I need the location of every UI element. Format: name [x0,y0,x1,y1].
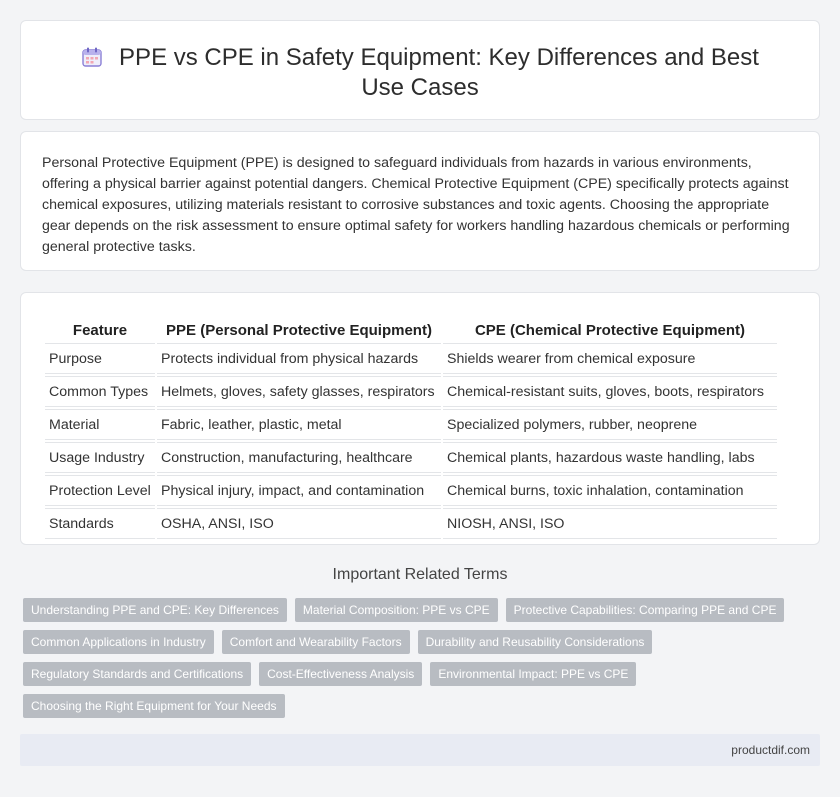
related-terms-title: Important Related Terms [332,566,508,583]
calendar-icon [81,46,103,68]
related-term-tag[interactable]: Material Composition: PPE vs CPE [295,598,498,622]
page-title: PPE vs CPE in Safety Equipment: Key Differences and Best Use Cases [119,44,759,101]
related-terms-list [23,598,803,718]
related-term-tag[interactable]: Environmental Impact: PPE vs CPE [430,662,636,686]
table-row [45,475,777,506]
related-term-tag[interactable]: Comfort and Wearability Factors [222,630,410,654]
related-term-tag[interactable]: Durability and Reusability Considerations [418,630,653,654]
row-feature: Standards [45,508,155,539]
row-ppe: OSHA, ANSI, ISO [157,508,441,539]
related-term-tag[interactable]: Protective Capabilities: Comparing PPE and CPE [506,598,785,622]
table-header-row [45,317,777,341]
intro-card [20,131,820,271]
header-ppe: PPE (Personal Protective Equipment) [166,321,432,339]
comparison-table [43,315,779,541]
footer-site[interactable]: productdif.com [731,743,810,757]
row-ppe: Physical injury, impact, and contamination [157,475,441,506]
page-title-wrap [21,43,819,103]
row-ppe: Helmets, gloves, safety glasses, respirators [157,376,441,407]
header-cpe: CPE (Chemical Protective Equipment) [474,321,746,339]
row-feature: Common Types [45,376,155,407]
header-feature: Feature [72,321,128,339]
table-row [45,376,777,407]
related-term-tag[interactable]: Cost-Effectiveness Analysis [259,662,422,686]
row-cpe: Chemical burns, toxic inhalation, contamination [443,475,777,506]
row-feature: Material [45,409,155,440]
related-term-tag[interactable]: Choosing the Right Equipment for Your Needs [23,694,285,718]
intro-paragraph: Personal Protective Equipment (PPE) is designed to safeguard individuals from hazards in various environments, offering a physical barrier against potential dangers. Chemical Protective Equipment (CPE) specifically protects against chemical exposures, utilizing materials resistant to corrosive substances and toxic agents. Choosing the appropriate gear depends on the risk assessment to ensure optimal safety for workers handling hazardous chemicals or performing general protective tasks. [42,155,790,255]
table-row [45,343,777,374]
row-feature: Protection Level [45,475,155,506]
row-cpe: Shields wearer from chemical exposure [443,343,777,374]
table-row [45,409,777,440]
row-cpe: Chemical-resistant suits, gloves, boots, respirators [443,376,777,407]
row-feature: Usage Industry [45,442,155,473]
related-term-tag[interactable]: Regulatory Standards and Certifications [23,662,251,686]
row-ppe: Protects individual from physical hazards [157,343,441,374]
footer [20,734,820,766]
table-row [45,442,777,473]
related-term-tag[interactable]: Understanding PPE and CPE: Key Differences [23,598,287,622]
header-card [20,20,820,120]
row-cpe: Specialized polymers, rubber, neoprene [443,409,777,440]
related-term-tag[interactable]: Common Applications in Industry [23,630,214,654]
row-cpe: NIOSH, ANSI, ISO [443,508,777,539]
row-ppe: Fabric, leather, plastic, metal [157,409,441,440]
comparison-table-card [20,292,820,545]
row-feature: Purpose [45,343,155,374]
row-cpe: Chemical plants, hazardous waste handling, labs [443,442,777,473]
row-ppe: Construction, manufacturing, healthcare [157,442,441,473]
table-row [45,508,777,539]
